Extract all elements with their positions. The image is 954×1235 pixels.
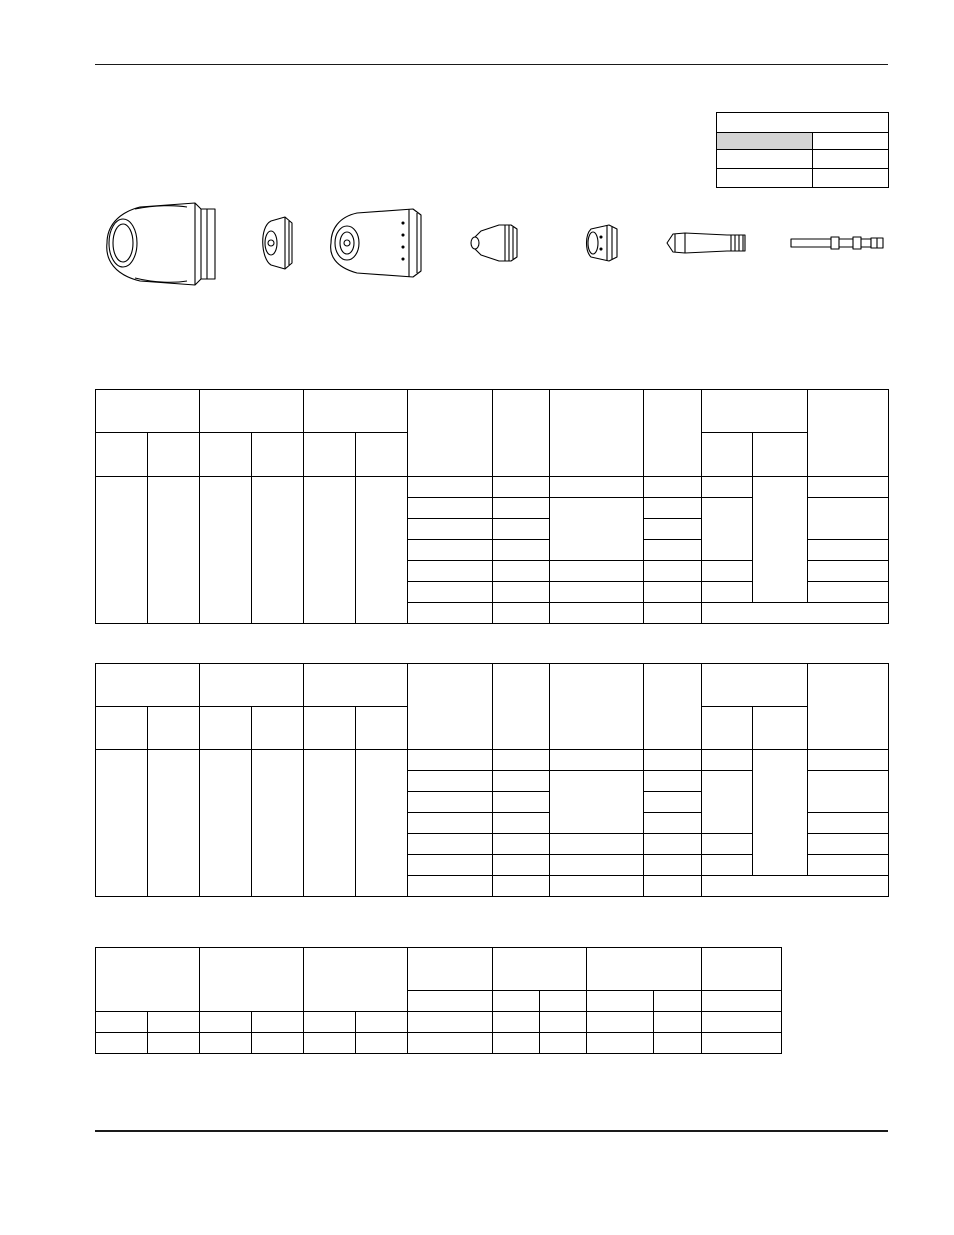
data-cell xyxy=(304,750,356,897)
subheader-cell xyxy=(96,707,148,750)
data-cell xyxy=(644,813,702,834)
header-cell xyxy=(493,948,587,991)
subheader-cell xyxy=(702,991,782,1012)
legend-cell xyxy=(717,150,813,169)
data-cell xyxy=(408,477,493,498)
data-cell xyxy=(148,750,200,897)
data-cell xyxy=(753,750,808,876)
subheader-cell xyxy=(540,991,587,1012)
data-cell xyxy=(356,750,408,897)
subheader-cell xyxy=(702,707,753,750)
header-cell xyxy=(493,664,550,750)
subheader-cell xyxy=(753,433,808,477)
header-cell xyxy=(408,664,493,750)
data-cell xyxy=(550,750,644,771)
retaining-cap-part-icon xyxy=(331,209,421,277)
data-cell xyxy=(356,477,408,624)
data-cell xyxy=(587,1033,654,1054)
data-cell xyxy=(252,1033,304,1054)
data-cell xyxy=(644,603,702,624)
data-cell xyxy=(808,561,889,582)
header-cell xyxy=(96,948,200,1012)
data-cell xyxy=(808,582,889,603)
data-cell xyxy=(252,750,304,897)
data-cell xyxy=(550,603,644,624)
header-cell xyxy=(550,664,644,750)
data-cell xyxy=(808,540,889,561)
data-cell xyxy=(702,855,753,876)
data-cell xyxy=(356,1033,408,1054)
subheader-cell xyxy=(408,991,493,1012)
data-cell xyxy=(808,813,889,834)
data-cell xyxy=(408,876,493,897)
shield-part-icon xyxy=(107,203,215,285)
data-cell xyxy=(493,771,550,792)
data-cell xyxy=(356,1012,408,1033)
data-cell xyxy=(644,540,702,561)
data-cell xyxy=(644,792,702,813)
subheader-cell xyxy=(148,433,200,477)
header-cell xyxy=(550,390,644,477)
data-cell xyxy=(408,855,493,876)
header-cell xyxy=(587,948,702,991)
subheader-cell xyxy=(252,707,304,750)
legend-cell xyxy=(717,169,813,188)
data-cell xyxy=(408,603,493,624)
data-cell xyxy=(148,1012,200,1033)
data-cell xyxy=(408,792,493,813)
legend-cell xyxy=(813,133,889,150)
data-cell xyxy=(493,750,550,771)
data-cell xyxy=(493,498,550,519)
data-cell xyxy=(550,771,644,834)
subheader-cell xyxy=(356,707,408,750)
data-cell xyxy=(408,498,493,519)
data-cell xyxy=(493,834,550,855)
data-cell xyxy=(702,498,753,561)
data-cell xyxy=(408,519,493,540)
header-cell xyxy=(200,390,304,433)
data-cell xyxy=(493,561,550,582)
subheader-cell xyxy=(753,707,808,750)
subheader-cell xyxy=(654,991,702,1012)
data-cell xyxy=(644,477,702,498)
data-cell xyxy=(493,603,550,624)
header-cell xyxy=(808,390,889,477)
header-cell xyxy=(644,664,702,750)
nozzle-part-icon xyxy=(471,225,517,261)
data-cell xyxy=(644,498,702,519)
data-cell xyxy=(550,876,644,897)
data-cell xyxy=(654,1012,702,1033)
data-cell xyxy=(702,834,753,855)
data-cell xyxy=(252,477,304,624)
header-cell xyxy=(200,664,304,707)
data-cell xyxy=(408,561,493,582)
subheader-cell xyxy=(96,433,148,477)
subheader-cell xyxy=(200,433,252,477)
data-cell xyxy=(200,1012,252,1033)
data-cell xyxy=(644,834,702,855)
header-cell xyxy=(702,664,808,707)
data-cell xyxy=(702,603,889,624)
data-cell xyxy=(550,855,644,876)
data-cell xyxy=(304,1033,356,1054)
header-cell xyxy=(304,948,408,1012)
subheader-cell xyxy=(702,433,753,477)
header-cell xyxy=(493,390,550,477)
data-cell xyxy=(493,540,550,561)
data-cell xyxy=(493,876,550,897)
electrode-part-icon xyxy=(667,233,745,253)
data-cell xyxy=(540,1012,587,1033)
subheader-cell xyxy=(252,433,304,477)
subheader-cell xyxy=(356,433,408,477)
subheader-cell xyxy=(200,707,252,750)
data-cell xyxy=(550,561,644,582)
data-cell xyxy=(644,855,702,876)
header-cell xyxy=(808,664,889,750)
subheader-cell xyxy=(493,991,540,1012)
data-cell xyxy=(493,1012,540,1033)
data-cell xyxy=(408,540,493,561)
data-cell xyxy=(702,1012,782,1033)
header-cell xyxy=(408,948,493,991)
data-cell xyxy=(96,750,148,897)
data-cell xyxy=(252,1012,304,1033)
legend-title xyxy=(717,113,889,133)
data-cell xyxy=(644,771,702,792)
data-cell xyxy=(550,498,644,561)
data-cell xyxy=(644,519,702,540)
swirl-ring-part-icon xyxy=(587,225,618,261)
data-cell xyxy=(808,750,889,771)
water-tube-part-icon xyxy=(791,237,883,249)
data-cell xyxy=(702,750,753,771)
data-cell xyxy=(304,1012,356,1033)
data-cell xyxy=(408,1012,493,1033)
data-cell xyxy=(550,834,644,855)
data-cell xyxy=(644,582,702,603)
data-cell xyxy=(304,477,356,624)
data-cell xyxy=(200,750,252,897)
subheader-cell xyxy=(148,707,200,750)
footer-rule xyxy=(95,1130,888,1132)
data-cell xyxy=(148,1033,200,1054)
data-cell xyxy=(200,477,252,624)
data-cell xyxy=(96,1012,148,1033)
data-cell xyxy=(493,519,550,540)
data-cell xyxy=(493,813,550,834)
data-cell xyxy=(644,561,702,582)
subheader-cell xyxy=(587,991,654,1012)
data-cell xyxy=(702,771,753,834)
header-cell xyxy=(304,664,408,707)
data-cell xyxy=(96,1033,148,1054)
data-cell xyxy=(408,813,493,834)
header-cell xyxy=(200,948,304,1012)
data-cell xyxy=(702,582,753,603)
data-cell xyxy=(702,477,753,498)
cut-chart-table-1 xyxy=(95,389,889,624)
data-cell xyxy=(808,855,889,876)
summary-table xyxy=(95,947,782,1054)
data-cell xyxy=(654,1033,702,1054)
data-cell xyxy=(493,855,550,876)
header-cell xyxy=(702,390,808,433)
data-cell xyxy=(808,771,889,813)
data-cell xyxy=(540,1033,587,1054)
data-cell xyxy=(493,792,550,813)
data-cell xyxy=(408,750,493,771)
data-cell xyxy=(408,582,493,603)
data-cell xyxy=(550,477,644,498)
data-cell xyxy=(808,498,889,540)
data-cell xyxy=(702,561,753,582)
legend-cell xyxy=(813,169,889,188)
data-cell xyxy=(408,1033,493,1054)
header-cell xyxy=(644,390,702,477)
data-cell xyxy=(808,834,889,855)
legend-table xyxy=(716,112,889,188)
legend-cell xyxy=(717,133,813,150)
header-cell xyxy=(96,390,200,433)
data-cell xyxy=(493,1033,540,1054)
data-cell xyxy=(148,477,200,624)
data-cell xyxy=(702,1033,782,1054)
data-cell xyxy=(200,1033,252,1054)
data-cell xyxy=(96,477,148,624)
shield-cap-part-icon xyxy=(263,217,292,269)
header-cell xyxy=(304,390,408,433)
data-cell xyxy=(493,477,550,498)
data-cell xyxy=(753,477,808,603)
subheader-cell xyxy=(304,707,356,750)
data-cell xyxy=(550,582,644,603)
header-cell xyxy=(702,948,782,991)
header-rule xyxy=(95,64,888,65)
data-cell xyxy=(644,750,702,771)
data-cell xyxy=(808,477,889,498)
header-cell xyxy=(96,664,200,707)
data-cell xyxy=(587,1012,654,1033)
legend-cell xyxy=(813,150,889,169)
data-cell xyxy=(408,834,493,855)
data-cell xyxy=(644,876,702,897)
data-cell xyxy=(408,771,493,792)
header-cell xyxy=(408,390,493,477)
cut-chart-table-2 xyxy=(95,663,889,897)
consumable-parts-illustration xyxy=(95,195,888,295)
data-cell xyxy=(493,582,550,603)
subheader-cell xyxy=(304,433,356,477)
data-cell xyxy=(702,876,889,897)
